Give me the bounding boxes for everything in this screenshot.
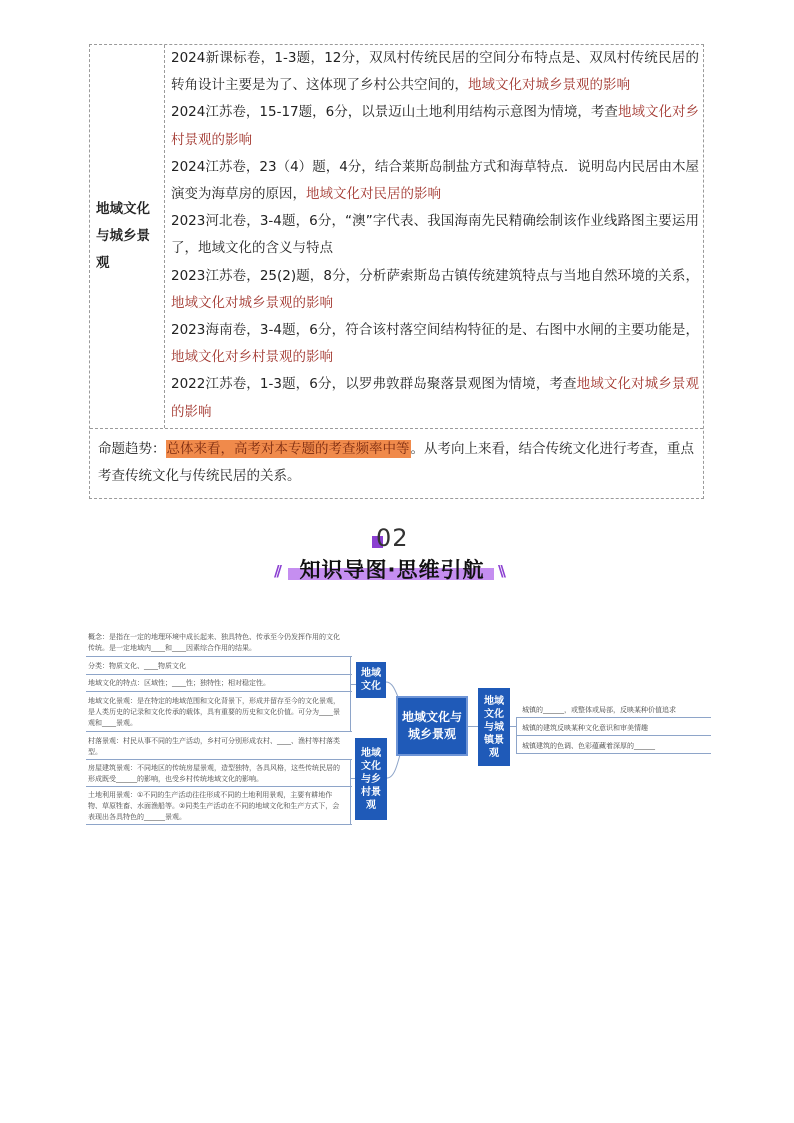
mindmap-leaf: 地域文化景观：是在特定的地域范围和文化背景下，形成并留存至今的文化景观，是人类历史的记录和文化传承的载体，具有重要的历史和文化价值。可分为____景观和____景观。 bbox=[88, 697, 340, 727]
mindmap-leaf: 房屋建筑景观：不同地区的传统房屋景观，造型独特，各具风格，这些传统民居的形成既受______的影响，也受乡村传统地域文化的影响。 bbox=[88, 764, 340, 783]
exam-item bbox=[171, 45, 699, 99]
exam-item-highlight: 地域文化对城乡景观的影响 bbox=[171, 376, 699, 420]
mindmap-leaf: 城镇的建筑反映某种文化意识和审美情趣 bbox=[522, 724, 648, 732]
mindmap-underline bbox=[86, 759, 352, 760]
exam-item-text: 2024新课标卷，1-3题，12分，双凤村传统民居的空间分布特点是、双凤村传统民居的转角设计主要是为了、这体现了乡村公共空间的， bbox=[171, 50, 699, 94]
mindmap-underline bbox=[86, 731, 352, 732]
mindmap-leaf: 城镇的______，或整体或局部，反映某种价值追求 bbox=[522, 706, 676, 714]
mindmap-underline bbox=[516, 717, 711, 718]
mindmap-connector bbox=[350, 759, 351, 824]
section-number: 02 bbox=[376, 524, 409, 552]
trend-text bbox=[98, 436, 696, 490]
mindmap-leaf: 城镇建筑的色调、色彩蕴藏着深厚的______ bbox=[522, 742, 655, 750]
exam-item-text: 2024江苏卷，15-17题，6分，以景迈山土地利用结构示意图为情境，考查 bbox=[171, 104, 618, 121]
mindmap-leaf: 分类：物质文化、____物质文化 bbox=[88, 662, 186, 670]
mindmap-node-label: 地域文化与城镇景观 bbox=[484, 695, 504, 759]
exam-item bbox=[171, 263, 699, 317]
mindmap-center bbox=[396, 696, 468, 756]
exam-item-highlight: 地域文化对城乡景观的影响 bbox=[171, 294, 333, 311]
mindmap-node-label: 地域文化与乡村景观 bbox=[361, 747, 381, 811]
exam-list bbox=[171, 45, 699, 426]
exam-item-text: 2023河北卷，3-4题，6分，“澳”字代表、我国海南先民精确绘制该作业线路图主要运用了，地域文化的含义与特点 bbox=[171, 213, 699, 257]
exam-item bbox=[171, 371, 699, 425]
exam-item-text: 2024江苏卷，23（4）题，4分，结合莱斯岛制盐方式和海草特点．说明岛内民居由木屋演变为海草房的原因， bbox=[171, 158, 699, 203]
section-slashes-left: // bbox=[274, 562, 279, 580]
mindmap-underline bbox=[516, 753, 711, 754]
section-title: 知识导图·思维引航 bbox=[299, 558, 485, 582]
exam-item bbox=[171, 154, 699, 208]
mindmap-underline bbox=[86, 674, 352, 675]
exam-item-highlight: 地域文化对乡村景观的影响 bbox=[171, 104, 699, 148]
exam-item bbox=[171, 208, 699, 262]
mindmap-leaf: 概念：是指在一定的地理环境中成长起来、独具特色、传承至今仍发挥作用的文化传统。是一定地域内____和____因素综合作用的结果。 bbox=[88, 633, 340, 652]
trend-highlight: 总体来看，高考对本专题的考查频率中等 bbox=[166, 441, 410, 457]
exam-item bbox=[171, 99, 699, 153]
mindmap-node-label: 地域文化 bbox=[361, 668, 381, 692]
exam-item-text: 2022江苏卷，1-3题，6分，以罗弗敦群岛聚落景观图为情境，考查 bbox=[171, 376, 577, 393]
topic-cell bbox=[90, 45, 165, 428]
mindmap-leaf: 土地利用景观：①不同的生产活动往往形成不同的土地利用景观，主要有耕地作物、草原牲畜、水面渔船等。②同类生产活动在不同的地域文化和生产方式下，会表现出各具特色的______景观。 bbox=[88, 791, 340, 821]
section-slashes-right: \\ bbox=[498, 562, 503, 580]
exam-item-highlight: 地域文化对民居的影响 bbox=[306, 186, 441, 203]
mindmap-underline bbox=[86, 691, 352, 692]
mindmap-node-town bbox=[478, 688, 510, 766]
mindmap-connector bbox=[350, 656, 351, 731]
mindmap-underline bbox=[516, 735, 711, 736]
exam-item-highlight: 地域文化对乡村景观的影响 bbox=[171, 349, 333, 366]
exam-item-text: 2023江苏卷，25(2)题，8分，分析萨索斯岛古镇传统建筑特点与当地自然环境的关系， bbox=[171, 267, 699, 284]
exam-item bbox=[171, 317, 699, 371]
trend-rest: 。从考向上来看，结合传统文化进行考查，重点考查传统文化与传统民居的关系。 bbox=[98, 441, 694, 484]
mindmap-leaf: 村落景观：村民从事不同的生产活动，乡村可分别形成农村、____、渔村等村落类型。 bbox=[88, 737, 340, 756]
exam-row bbox=[90, 45, 703, 429]
mindmap-leaf: 地域文化的特点：区域性；____性；独特性；相对稳定性。 bbox=[88, 679, 270, 687]
mindmap-node-rural bbox=[355, 738, 387, 820]
topic-label: 地域文化与城乡景观 bbox=[96, 201, 150, 271]
exam-item-text: 2023海南卷，3-4题，6分，符合该村落空间结构特征的是、右图中水闸的主要功能是， bbox=[171, 322, 699, 339]
mindmap-node-culture bbox=[356, 662, 386, 698]
exam-item-highlight: 地域文化对城乡景观的影响 bbox=[468, 77, 630, 94]
exam-table bbox=[89, 44, 704, 499]
mindmap-underline bbox=[86, 656, 352, 657]
mindmap-center-label: 地域文化与城乡景观 bbox=[402, 710, 463, 741]
trend-label: 命题趋势： bbox=[98, 441, 166, 457]
mindmap-underline bbox=[86, 786, 352, 787]
mindmap-underline bbox=[86, 824, 352, 825]
